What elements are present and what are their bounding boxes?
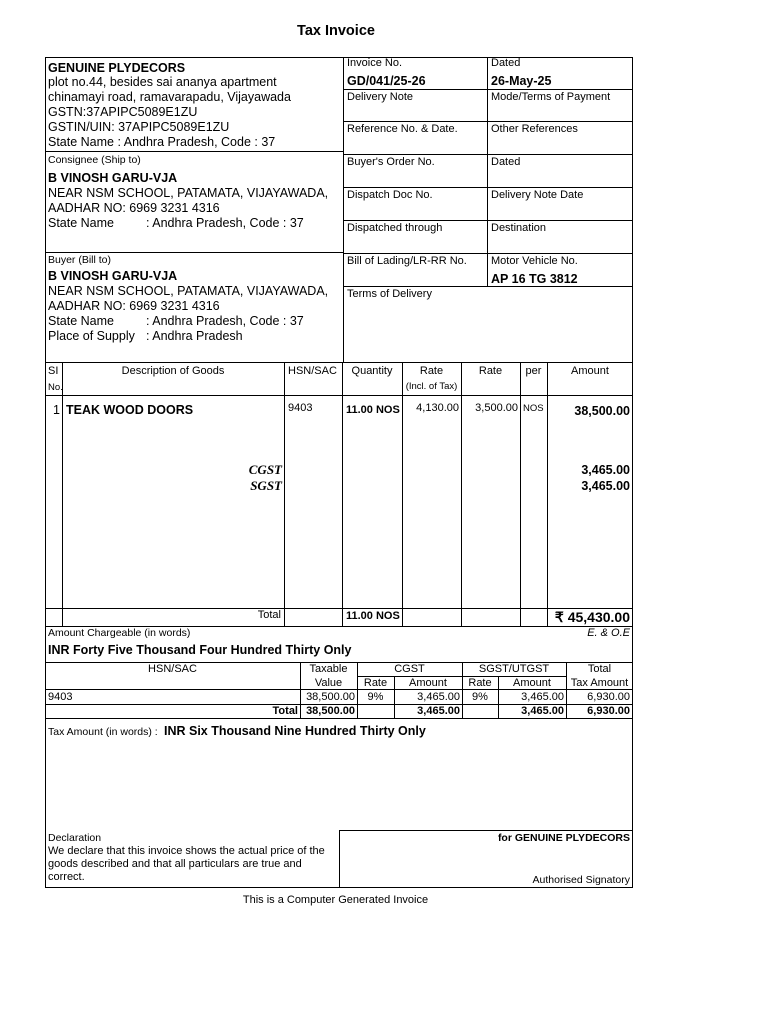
ts-row-cgst-amount: 3,465.00	[417, 691, 460, 703]
col-si: SI	[48, 365, 59, 377]
ts-row-sgst-rate: 9%	[472, 691, 488, 703]
buyer-pos-label: Place of Supply	[48, 329, 135, 343]
dispatched-through-label: Dispatched through	[347, 222, 443, 234]
amount-words-value: INR Forty Five Thousand Four Hundred Thirty Only	[48, 643, 352, 657]
invoice-title: Tax Invoice	[297, 23, 375, 39]
invoice-no-label: Invoice No.	[347, 57, 403, 69]
ts-header-sgst: SGST/UTGST	[478, 663, 550, 675]
item-amount: 38,500.00	[574, 404, 630, 418]
seller-gstn: GSTN:37APIPC5089E1ZU	[48, 105, 198, 119]
bill-of-lading-label: Bill of Lading/LR-RR No.	[347, 255, 467, 267]
ts-header-value: Value	[314, 677, 343, 689]
buyer-state-value: : Andhra Pradesh, Code : 37	[146, 314, 304, 328]
seller-address-1: plot no.44, besides sai ananya apartment	[48, 75, 277, 89]
seller-consignee-line	[45, 151, 343, 152]
seller-gstin: GSTIN/UIN: 37APIPC5089E1ZU	[48, 120, 230, 134]
dispatch-doc-label: Dispatch Doc No.	[347, 189, 433, 201]
ts-total-cgst-amount: 3,465.00	[417, 705, 460, 717]
ts-header-tax-amount: Tax Amount	[570, 677, 629, 689]
terms-of-delivery-label: Terms of Delivery	[347, 288, 432, 300]
mode-terms-label: Mode/Terms of Payment	[491, 91, 611, 103]
ts-total-label: Total	[272, 705, 298, 717]
ts-header-taxable: Taxable	[309, 663, 348, 675]
delivery-note-date-label: Delivery Note Date	[491, 189, 584, 201]
delivery-note-label: Delivery Note	[347, 91, 414, 103]
consignee-aadhar: AADHAR NO: 6969 3231 4316	[48, 201, 220, 215]
declaration-line-1: We declare that this invoice shows the actual price of the	[48, 845, 325, 857]
items-header-line	[45, 395, 633, 396]
item-per: NOS	[523, 403, 544, 414]
item-description: TEAK WOOD DOORS	[66, 403, 194, 417]
amount-words-label: Amount Chargeable (in words)	[48, 627, 191, 639]
col-line-hsn	[342, 362, 343, 627]
col-amount: Amount	[571, 365, 609, 377]
details-line-4	[343, 187, 633, 188]
seller-address-2: chinamayi road, ramavarapadu, Vijayawada	[48, 90, 291, 104]
header-divider	[343, 57, 344, 362]
details-line-7	[343, 286, 633, 287]
items-total-quantity: 11.00 NOS	[346, 610, 400, 622]
col-line-rate-incl	[461, 362, 462, 627]
buyer-name: B VINOSH GARU-VJA	[48, 269, 178, 283]
details-line-2	[343, 121, 633, 122]
item-si: 1	[53, 403, 60, 417]
details-line-6	[343, 253, 633, 254]
details-line-5	[343, 220, 633, 221]
destination-label: Destination	[491, 222, 547, 234]
col-quantity: Quantity	[351, 365, 393, 377]
ts-row-hsn: 9403	[48, 691, 73, 703]
col-line-qty	[402, 362, 403, 627]
ts-total-taxable: 38,500.00	[306, 705, 355, 717]
buyers-order-label: Buyer's Order No.	[347, 156, 435, 168]
eoe-label: E. & O.E	[587, 627, 630, 639]
words-left-border	[45, 626, 46, 662]
computer-generated-note: This is a Computer Generated Invoice	[242, 894, 429, 906]
seller-state: State Name : Andhra Pradesh, Code : 37	[48, 135, 276, 149]
item-rate: 3,500.00	[475, 402, 518, 414]
item-quantity: 11.00 NOS	[346, 404, 400, 416]
seller-name: GENUINE PLYDECORS	[48, 61, 186, 75]
consignee-buyer-line	[45, 252, 343, 253]
motor-vehicle-no: AP 16 TG 3812	[491, 272, 578, 286]
consignee-state-label: State Name	[48, 216, 115, 230]
item-hsn: 9403	[288, 402, 313, 414]
col-line-desc	[284, 362, 285, 627]
reference-label: Reference No. & Date.	[347, 123, 458, 135]
buyer-heading: Buyer (Bill to)	[48, 254, 112, 266]
ts-header-sgst-amount: Amount	[513, 677, 551, 689]
dated-label: Dated	[491, 57, 521, 69]
motor-vehicle-label: Motor Vehicle No.	[491, 255, 578, 267]
consignee-address: NEAR NSM SCHOOL, PATAMATA, VIJAYAWADA,	[48, 186, 329, 200]
buyer-address: NEAR NSM SCHOOL, PATAMATA, VIJAYAWADA,	[48, 284, 329, 298]
col-hsn: HSN/SAC	[288, 365, 337, 377]
col-line-per	[547, 362, 548, 627]
ts-header-cgst: CGST	[394, 663, 425, 675]
item-rate-incl: 4,130.00	[416, 402, 459, 414]
ts-total-sgst-amount: 3,465.00	[521, 705, 564, 717]
col-rate-incl-sub: (Incl. of Tax)	[405, 381, 458, 392]
invoice-date: 26-May-25	[491, 74, 552, 88]
col-description: Description of Goods	[121, 365, 225, 377]
items-frame	[45, 362, 633, 627]
declaration-line-3: correct.	[48, 871, 85, 883]
col-line-rate	[520, 362, 521, 627]
tax-cgst-label: CGST	[248, 462, 282, 477]
ts-header-total: Total	[587, 663, 612, 675]
buyer-pos-value: : Andhra Pradesh	[146, 329, 243, 343]
dated-2-label: Dated	[491, 156, 521, 168]
tax-cgst-amount: 3,465.00	[581, 463, 630, 477]
buyer-aadhar: AADHAR NO: 6969 3231 4316	[48, 299, 220, 313]
signatory-for: for GENUINE PLYDECORS	[497, 832, 630, 844]
col-line-si	[62, 362, 63, 627]
items-total-amount: ₹ 45,430.00	[554, 609, 630, 625]
col-rate: Rate	[478, 365, 503, 377]
consignee-state-value: : Andhra Pradesh, Code : 37	[146, 216, 304, 230]
col-rate-incl: Rate	[419, 365, 444, 377]
items-total-label: Total	[257, 609, 281, 621]
col-si-no: No.	[48, 382, 63, 393]
tax-sgst-label: SGST	[250, 478, 282, 493]
signatory-top-line	[339, 830, 633, 831]
ts-header-sgst-rate: Rate	[468, 677, 492, 689]
ts-row-sgst-amount: 3,465.00	[521, 691, 564, 703]
tax-words-label: Tax Amount (in words) :	[48, 726, 158, 738]
authorised-signatory: Authorised Signatory	[532, 874, 630, 886]
ts-row-taxable: 38,500.00	[306, 691, 355, 703]
details-line-1	[343, 89, 633, 90]
consignee-heading: Consignee (Ship to)	[48, 154, 141, 166]
details-line-3	[343, 154, 633, 155]
ts-total-tax: 6,930.00	[587, 705, 630, 717]
buyer-state-label: State Name	[48, 314, 115, 328]
items-total-line	[45, 608, 633, 609]
declaration-line-2: goods described and that all particulars are true and	[48, 858, 302, 870]
ts-row-cgst-rate: 9%	[367, 691, 384, 703]
tax-words-value: INR Six Thousand Nine Hundred Thirty Only	[164, 724, 426, 738]
consignee-name: B VINOSH GARU-VJA	[48, 171, 178, 185]
invoice-no: GD/041/25-26	[347, 74, 426, 88]
declaration-heading: Declaration	[48, 832, 102, 844]
ts-header-cgst-amount: Amount	[409, 677, 447, 689]
tax-summary-header-line	[45, 689, 633, 690]
col-per: per	[525, 365, 542, 377]
ts-row-total: 6,930.00	[587, 691, 630, 703]
ts-header-cgst-rate: Rate	[363, 677, 388, 689]
words-right-border	[632, 626, 633, 662]
other-references-label: Other References	[491, 123, 578, 135]
ts-header-hsn: HSN/SAC	[148, 663, 197, 675]
tax-sgst-amount: 3,465.00	[581, 479, 630, 493]
